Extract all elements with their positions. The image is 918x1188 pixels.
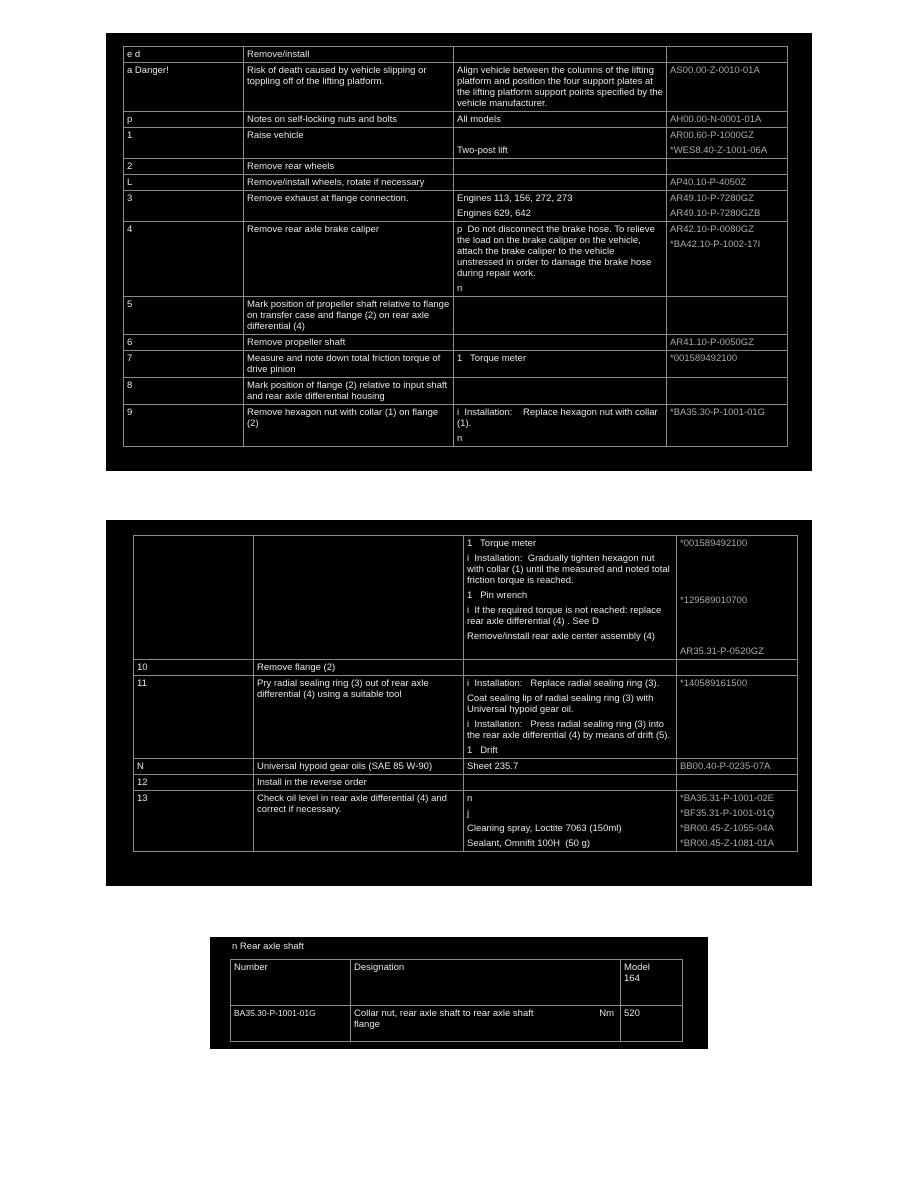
step-info: Align vehicle between the columns of the lifting platform and position the four support plates at the lifting platform support points specified by the vehicle manufacturer. xyxy=(454,63,667,112)
step-number: p xyxy=(124,112,244,128)
step-reference xyxy=(677,775,798,791)
step-row xyxy=(134,676,798,759)
step-row xyxy=(124,351,788,378)
torque-spec-panel xyxy=(210,937,708,1049)
step-description: Remove propeller shaft xyxy=(244,335,454,351)
procedure-panel-2 xyxy=(106,520,812,886)
step-reference xyxy=(667,297,788,335)
step-description: Remove exhaust at flange connection. xyxy=(244,191,454,222)
step-reference: AS00.00-Z-0010-01A xyxy=(667,63,788,112)
step-info: n j Cleaning spray, Loctite 7063 (150ml) Sealant, Omnifit 100H (50 g) xyxy=(464,791,677,852)
step-info xyxy=(464,775,677,791)
step-number: N xyxy=(134,759,254,775)
step-info: Engines 113, 156, 272, 273 Engines 629, 642 xyxy=(454,191,667,222)
spec-row xyxy=(231,1006,683,1042)
step-reference: BB00.40-P-0235-07A xyxy=(677,759,798,775)
step-description: Remove/install wheels, rotate if necessary xyxy=(244,175,454,191)
step-reference: AR49.10-P-7280GZ AR49.10-P-7280GZB xyxy=(667,191,788,222)
step-number: L xyxy=(124,175,244,191)
step-reference xyxy=(667,159,788,175)
torque-spec-table xyxy=(230,959,683,1042)
step-row xyxy=(124,112,788,128)
step-row xyxy=(124,378,788,405)
step-number: 3 xyxy=(124,191,244,222)
step-row xyxy=(134,775,798,791)
procedure-table-1 xyxy=(123,46,788,447)
step-info xyxy=(464,660,677,676)
spec-value: 520 xyxy=(621,1006,683,1042)
procedure-table-2 xyxy=(133,535,798,852)
step-number: 8 xyxy=(124,378,244,405)
step-row xyxy=(124,222,788,297)
step-info xyxy=(454,47,667,63)
step-number: 2 xyxy=(124,159,244,175)
spec-title: n Rear axle shaft xyxy=(232,941,304,952)
step-description: Mark position of propeller shaft relative to flange on transfer case and flange (2) on rear axle differential (4) xyxy=(244,297,454,335)
step-info: i Installation: Replace radial sealing ring (3). Coat sealing lip of radial sealing ring (3) with Universal hypoid gear oil. i Installation: Press radial sealing ring (3) into the rear axle differential (4) by means of drift (5). 1 Drift xyxy=(464,676,677,759)
step-reference xyxy=(667,47,788,63)
step-reference: AH00.00-N-0001-01A xyxy=(667,112,788,128)
step-row xyxy=(134,759,798,775)
step-info: 1 Torque meter i Installation: Gradually tighten hexagon nut with collar (1) until the measured and noted total friction torque is reached. 1 Pin wrench i If the required torque is not reached: replace rear axle differential (4) . See D Remove/install rear axle center assembly (4) xyxy=(464,536,677,660)
step-number: 7 xyxy=(124,351,244,378)
step-number: 13 xyxy=(134,791,254,852)
step-reference: *001589492100 *129589010700 AR35.31-P-0520GZ xyxy=(677,536,798,660)
step-row xyxy=(124,159,788,175)
step-info: p Do not disconnect the brake hose. To relieve the load on the brake caliper on the vehicle, attach the brake caliper to the vehicle unstressed in order to damage the brake hose during repair work. n xyxy=(454,222,667,297)
step-description: Risk of death caused by vehicle slipping or toppling off of the lifting platform. xyxy=(244,63,454,112)
step-description: Measure and note down total friction torque of drive pinion xyxy=(244,351,454,378)
step-info xyxy=(454,378,667,405)
header-model: Model 164 xyxy=(621,960,683,1006)
step-info xyxy=(454,159,667,175)
header-designation: Designation xyxy=(351,960,621,1006)
step-description xyxy=(254,536,464,660)
step-info xyxy=(454,175,667,191)
step-number xyxy=(134,536,254,660)
step-description: Notes on self-locking nuts and bolts xyxy=(244,112,454,128)
spec-designation: Collar nut, rear axle shaft to rear axle shaft flange Nm xyxy=(351,1006,621,1042)
step-row xyxy=(124,47,788,63)
step-description: Install in the reverse order xyxy=(254,775,464,791)
step-number: 9 xyxy=(124,405,244,447)
step-row xyxy=(134,660,798,676)
step-reference: *BA35.31-P-1001-02E *BF35.31-P-1001-01Q *BR00.45-Z-1055-04A *BR00.45-Z-1081-01A xyxy=(677,791,798,852)
step-number: 10 xyxy=(134,660,254,676)
step-row xyxy=(134,791,798,852)
step-description: Raise vehicle xyxy=(244,128,454,159)
step-row xyxy=(124,191,788,222)
spec-number: BA35.30-P-1001-01G xyxy=(231,1006,351,1042)
step-description: Check oil level in rear axle differential (4) and correct if necessary. xyxy=(254,791,464,852)
step-info: All models xyxy=(454,112,667,128)
step-row xyxy=(124,128,788,159)
step-info: Sheet 235.7 xyxy=(464,759,677,775)
step-row xyxy=(124,405,788,447)
step-number: e d xyxy=(124,47,244,63)
step-description: Remove rear wheels xyxy=(244,159,454,175)
step-reference: AR41.10-P-0050GZ xyxy=(667,335,788,351)
step-row xyxy=(124,297,788,335)
step-description: Remove/install xyxy=(244,47,454,63)
step-number: a Danger! xyxy=(124,63,244,112)
step-reference: AP40.10-P-4050Z xyxy=(667,175,788,191)
step-row xyxy=(124,175,788,191)
spec-unit: Nm xyxy=(599,1008,614,1019)
step-number: 4 xyxy=(124,222,244,297)
step-reference xyxy=(667,378,788,405)
step-info xyxy=(454,297,667,335)
step-row xyxy=(124,63,788,112)
step-reference: AR42.10-P-0080GZ *BA42.10-P-1002-17I xyxy=(667,222,788,297)
step-reference: *BA35.30-P-1001-01G xyxy=(667,405,788,447)
step-reference: *140589161500 xyxy=(677,676,798,759)
step-number: 12 xyxy=(134,775,254,791)
step-description: Remove hexagon nut with collar (1) on flange (2) xyxy=(244,405,454,447)
step-info: i Installation: Replace hexagon nut with collar (1). n xyxy=(454,405,667,447)
step-description: Mark position of flange (2) relative to input shaft and rear axle differential housing xyxy=(244,378,454,405)
spec-header-row xyxy=(231,960,683,1006)
step-number: 11 xyxy=(134,676,254,759)
step-info xyxy=(454,335,667,351)
step-description: Pry radial sealing ring (3) out of rear axle differential (4) using a suitable tool xyxy=(254,676,464,759)
step-reference xyxy=(677,660,798,676)
step-description: Remove rear axle brake caliper xyxy=(244,222,454,297)
header-number: Number xyxy=(231,960,351,1006)
step-row xyxy=(124,335,788,351)
step-number: 5 xyxy=(124,297,244,335)
step-reference: AR00.60-P-1000GZ *WES8.40-Z-1001-06A xyxy=(667,128,788,159)
step-info: 1 Torque meter xyxy=(454,351,667,378)
procedure-panel-1 xyxy=(106,33,812,471)
step-reference: *001589492100 xyxy=(667,351,788,378)
step-number: 6 xyxy=(124,335,244,351)
step-number: 1 xyxy=(124,128,244,159)
step-row-continued xyxy=(134,536,798,660)
step-info: Two-post lift xyxy=(454,128,667,159)
step-description: Remove flange (2) xyxy=(254,660,464,676)
step-description: Universal hypoid gear oils (SAE 85 W-90) xyxy=(254,759,464,775)
